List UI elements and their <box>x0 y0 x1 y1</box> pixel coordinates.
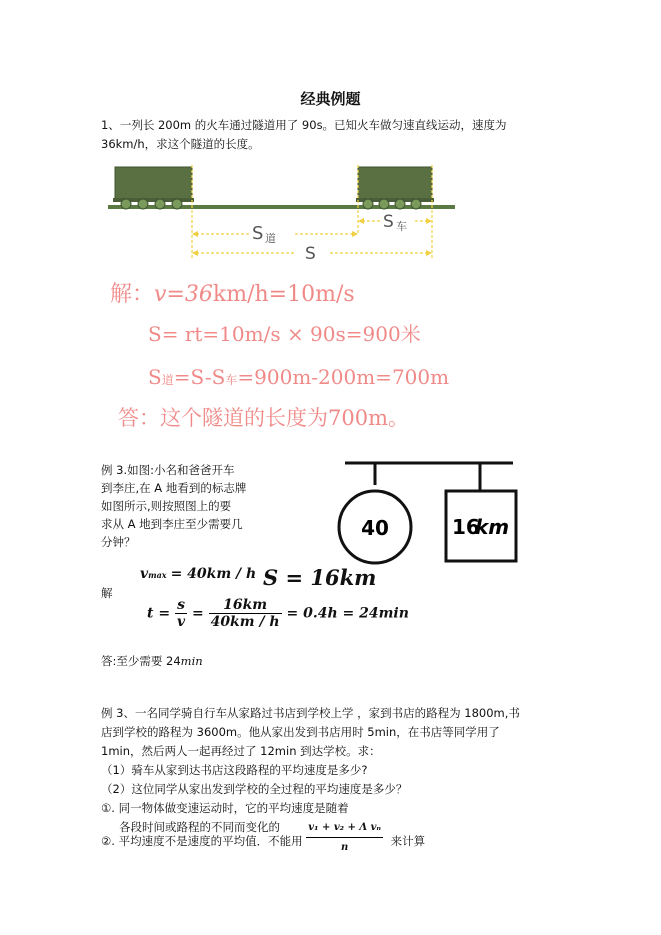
avg-formula: $\frac{\text{v₁ + v₂ + Λ vₙ}}{n}$ <box>306 818 383 857</box>
jie-label: 解 <box>101 586 113 600</box>
train-right <box>356 167 434 209</box>
example3-last-line: ②. 平均速度不是速度的平均值．不能用 $\frac{\text{v₁ + v₂ + Λ vₙ}}{n}$ 来计算 <box>101 826 425 857</box>
train-left <box>113 167 194 209</box>
distance-num: 16 <box>452 515 480 539</box>
distance-eq: S = 16km <box>263 565 377 590</box>
solution-line4: 答：这个隧道的长度为700m。 <box>118 406 409 430</box>
example1-line1: 1、一列长 200m 的火车通过隧道用了 90s。已知火车做匀速直线运动，速度为 <box>101 118 507 132</box>
speed-limit-value: 40 <box>361 516 389 540</box>
frac-16-over-40: $\frac{16km}{40km / h}$ <box>210 597 280 630</box>
solution-line1: 解：v=36km/h=10m/s <box>110 282 355 307</box>
example2-text: 例 3.如图:小名和爸爸开车 到李庄,在 A 地看到的标志牌 如图所示,则按照图上的要 求从 A 地到李庄至少需要几 分钟？ <box>101 463 247 549</box>
solution-line2: S= rt=10m/s × 90s=900米 <box>148 322 421 346</box>
time-eq: t = $\frac{s}{v}$ = $\frac{16km}{40km / h}$ = 0.4h = 24min <box>147 597 409 630</box>
page-title: 经典例题 <box>300 90 361 108</box>
distance-unit: km <box>475 515 510 539</box>
road-signs <box>335 455 520 575</box>
label-s-che-sub: 车 <box>396 220 407 233</box>
label-s-dao: S <box>252 223 264 244</box>
label-s-dao-sub: 道 <box>265 232 276 245</box>
label-s-che: S <box>383 212 394 232</box>
frac-s-over-v: $\frac{s}{v}$ <box>176 597 186 630</box>
train-tunnel-diagram <box>100 160 470 265</box>
example1-line2: 36km/h，求这个隧道的长度。 <box>101 137 260 151</box>
example2-answer: 答:至少需要 24min <box>101 654 203 668</box>
solution-line3: S道=S-S车=900m-200m=700m <box>148 365 450 389</box>
label-s-total: S <box>305 244 316 264</box>
vmax-eq: vmax = 40km / h <box>140 566 257 582</box>
example1-text <box>101 116 571 154</box>
example3-text: 例 3、一名同学骑自行车从家路过书店到学校上学 ，家到书店的路程为 1800m,书 店到学校的路程为 3600m。他从家出发到书店用时 5min，在书店等同学用了 1min，然后两人一起再经过了 12min 到达学校。求： （1）骑车从家到达书店这段路程的平均速度是多少? （2）这位同学从家出发到学校的全过程的平均速度是多少？ ①. 同一物体做变速运动时，它的平均速度是随着 各段时间或路程的不同而变化的 <box>101 706 520 834</box>
